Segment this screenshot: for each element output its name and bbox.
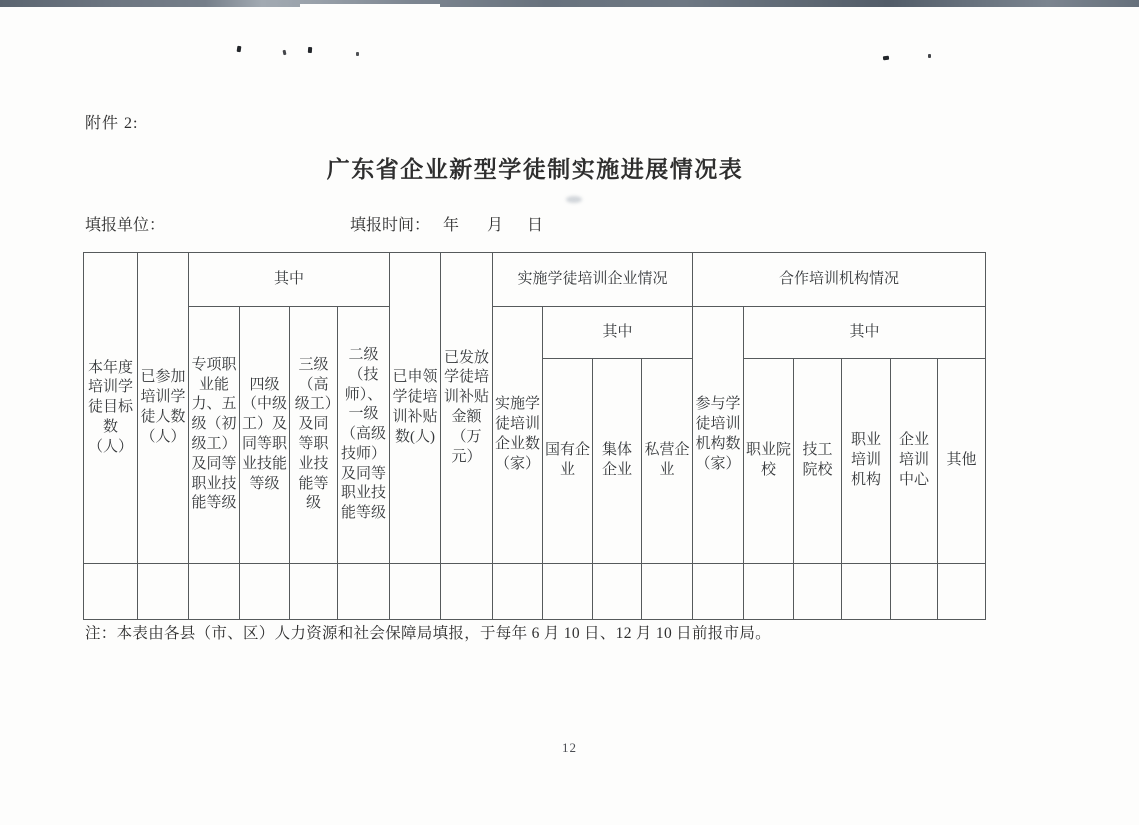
reporting-unit-label: 填报单位：: [85, 217, 166, 234]
header-level4: 四级（中级工）及同等职业技能等级: [240, 307, 290, 564]
data-cell: [593, 564, 642, 620]
data-cell: [891, 564, 938, 620]
data-cell: [693, 564, 744, 620]
data-cell: [290, 564, 338, 620]
scan-speck: [237, 46, 242, 52]
header-enterprise-training-center: 企业培训中心: [891, 359, 938, 564]
data-cell: [794, 564, 842, 620]
header-training-institution: 职业培训机构: [842, 359, 891, 564]
data-cell: [938, 564, 986, 620]
header-participated: 已参加培训学徒人数（人）: [138, 253, 189, 564]
scan-speck: [308, 47, 312, 53]
header-subsidy-paid: 已发放学徒培训补贴金额（万元）: [441, 253, 493, 564]
header-private-enterprise: 私营企业: [642, 359, 693, 564]
scanner-edge-band: [0, 0, 1139, 7]
header-special-level5: 专项职业能力、五级（初级工）及同等职业技能等级: [189, 307, 240, 564]
footnote: 注：本表由各县（市、区）人力资源和社会保障局填报，于每年 6 月 10 日、12 月 10 日前报市局。: [85, 625, 771, 642]
header-level3: 三级（高级工）及同等职业技能等级: [290, 307, 338, 564]
header-other: 其他: [938, 359, 986, 564]
data-cell: [338, 564, 390, 620]
header-collective: 集体企业: [593, 359, 642, 564]
scan-smudge: [566, 196, 582, 203]
header-enterprise-group: 实施学徒培训企业情况: [493, 253, 693, 307]
data-cell: [138, 564, 189, 620]
form-info-line: [0, 212, 1139, 236]
scan-speck: [928, 54, 931, 58]
document-title: 广东省企业新型学徒制实施进展情况表: [326, 157, 744, 182]
data-cell: [543, 564, 593, 620]
data-cell: [842, 564, 891, 620]
header-subsidy-applied: 已申领学徒培训补贴数(人): [390, 253, 441, 564]
attachment-label: 附件 2:: [85, 115, 139, 132]
year-label: 年: [443, 217, 460, 234]
header-institution-count: 参与学徒培训机构数（家）: [693, 307, 744, 564]
data-cell: [642, 564, 693, 620]
header-level2-level1: 二级（技师）、一级（高级技师）及同等职业技能等级: [338, 307, 390, 564]
data-cell: [84, 564, 138, 620]
data-cell: [240, 564, 290, 620]
data-cell: [189, 564, 240, 620]
header-among-which-enterprise: 其中: [543, 307, 693, 359]
data-cell: [390, 564, 441, 620]
progress-report-table: [83, 252, 986, 620]
scan-speck: [356, 52, 359, 56]
scan-speck: [283, 50, 287, 56]
header-among-which-levels: 其中: [189, 253, 390, 307]
header-enterprise-count: 实施学徒培训企业数（家）: [493, 307, 543, 564]
reporting-time-label: 填报时间：: [350, 217, 431, 234]
header-among-which-institution: 其中: [744, 307, 986, 359]
data-cell: [744, 564, 794, 620]
header-institution-group: 合作培训机构情况: [693, 253, 986, 307]
header-state-owned: 国有企业: [543, 359, 593, 564]
month-label: 月: [487, 217, 504, 234]
page-number: 12: [562, 740, 577, 755]
scan-speck: [883, 56, 889, 61]
day-label: 日: [527, 217, 544, 234]
data-cell: [441, 564, 493, 620]
header-vocational-college: 职业院校: [744, 359, 794, 564]
header-annual-target: 本年度培训学徒目标数（人）: [84, 253, 138, 564]
data-cell: [493, 564, 543, 620]
header-technical-college: 技工院校: [794, 359, 842, 564]
